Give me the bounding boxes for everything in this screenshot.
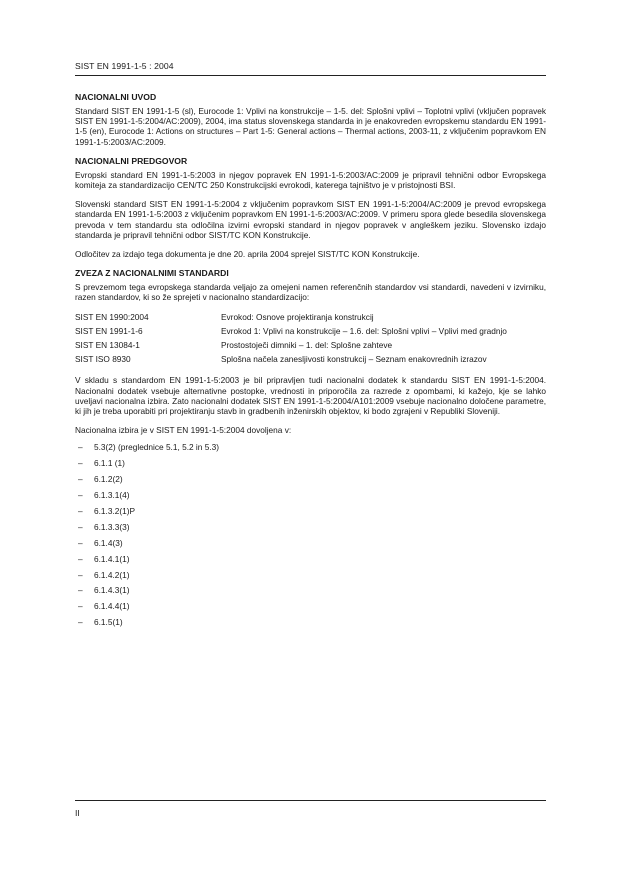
dash-bullet: – (78, 442, 83, 453)
list-item (75, 474, 546, 490)
footer-rule (75, 800, 546, 801)
clause-ref: 6.1.2(2) (94, 474, 123, 485)
clause-ref: 6.1.4(3) (94, 537, 123, 548)
clause-ref: 6.1.4.3(1) (94, 585, 130, 596)
dash-bullet: – (78, 585, 83, 596)
paragraph: Slovenski standard SIST EN 1991-1-5:2004 z vključenim popravkom SIST EN 1991-1-5:2004/AC:2009 je prevod evropskega standarda EN 1991-1-5:2003 z vključenim popravkom EN 1991-1-5:2003/AC:2009. V primeru spora glede besedila slovenskega prevoda v tem standardu sta odločilna izvirni evropski standard in njegov popravek v angleškem jeziku. Slovensko izdajo standarda je pripravil tehnični odbor SIST/TC KON Konstrukcije. (75, 199, 546, 240)
standard-description: Evrokod: Osnove projektiranja konstrukcij (221, 311, 374, 322)
list-item (75, 442, 546, 458)
clause-ref: 6.1.4.4(1) (94, 601, 130, 612)
dash-bullet: – (78, 506, 83, 517)
list-item (75, 554, 546, 570)
table-row (75, 354, 546, 368)
standard-description: Prostostoječi dimniki – 1. del: Splošne zahteve (221, 340, 393, 351)
section-heading: NACIONALNI PREDGOVOR (75, 155, 188, 166)
table-row (75, 340, 546, 354)
standard-description: Evrokod 1: Vplivi na konstrukcije – 1.6. del: Splošni vplivi – Vplivi med gradnjo (221, 325, 507, 336)
list-item (75, 585, 546, 601)
standard-code: SIST ISO 8930 (75, 354, 131, 365)
paragraph: Evropski standard EN 1991-1-5:2003 in njegov popravek EN 1991-1-5:2003/AC:2009 je pripravil tehnični odbor Evropskega komiteja za standardizacijo CEN/TC 250 Konstrukcijski evrokodi, katerega tajništvo je v pristojnosti BSI. (75, 169, 546, 191)
dash-bullet: – (78, 521, 83, 532)
section-heading: ZVEZA Z NACIONALNIMI STANDARDI (75, 268, 229, 279)
clause-ref: 6.1.4.1(1) (94, 553, 130, 564)
table-row (75, 326, 546, 340)
document-body (75, 92, 546, 633)
list-item (75, 458, 546, 474)
standard-code: SIST EN 13084-1 (75, 340, 140, 351)
dash-bullet: – (78, 458, 83, 469)
section-heading: NACIONALNI UVOD (75, 92, 157, 102)
clause-ref: 6.1.3.2(1)P (94, 506, 136, 517)
list-item (75, 538, 546, 554)
paragraph: Odločitev za izdajo tega dokumenta je dne 20. aprila 2004 sprejel SIST/TC KON Konstrukcije. (75, 249, 420, 260)
clause-ref: 6.1.5(1) (94, 617, 123, 628)
dash-bullet: – (78, 553, 83, 564)
paragraph: V skladu s standardom EN 1991-1-5:2003 je bil pripravljen tudi nacionalni dodatek k standardu SIST EN 1991-1-5:2004. Nacionalni dodatek vsebuje alternativne postopke, vrednosti in priporočila za razrede z opombami, ki kažejo, kje se lahko uveljavi nacionalna izbira. Zato nacionalni dodatek SIST EN 1991-1-5:2004/A101:2009 vsebuje nacionalno določene parametre, ki jih je treba uporabiti pri projektiranju stavb in gradbenih inženirskih objektov, ki bodo zgrajeni v Republiki Sloveniji. (75, 375, 546, 417)
standard-code: SIST EN 1991-1-6 (75, 325, 143, 336)
national-choice-list (75, 442, 546, 633)
clause-ref: 5.3(2) (preglednice 5.1, 5.2 in 5.3) (94, 442, 219, 453)
clause-ref: 6.1.4.2(1) (94, 569, 130, 580)
dash-bullet: – (78, 490, 83, 501)
dash-bullet: – (78, 474, 83, 485)
standard-code: SIST EN 1990:2004 (75, 311, 149, 322)
paragraph: Standard SIST EN 1991-1-5 (sl), Eurocode 1: Vplivi na konstrukcije – 1-5. del: Splošni vplivi – Toplotni vplivi (vključen popravek SIST EN 1991-1-5:2004/AC:2009), 2004, ima status slovenskega standarda in je enakovreden evropskemu standardu EN 1991-1-5 (en), Eurocode 1: Actions on structures – Part 1-5: General actions – Thermal actions, 2003-11, z vključenim popravkom EN 1991-1-5:2003/AC:2009. (75, 106, 546, 147)
list-item (75, 506, 546, 522)
section-zveza-standardi (75, 268, 546, 633)
list-item (75, 570, 546, 586)
dash-bullet: – (78, 617, 83, 628)
clause-ref: 6.1.1 (1) (94, 458, 125, 469)
document-header: SIST EN 1991-1-5 : 2004 (75, 61, 174, 71)
dash-bullet: – (78, 569, 83, 580)
paragraph: S prevzemom tega evropskega standarda veljajo za omejeni namen referenčnih standardov vsi standardi, navedeni v izvirniku, razen standardov, ki so že sprejeti v nacionalno standardizacijo: (75, 282, 546, 303)
clause-ref: 6.1.3.1(4) (94, 490, 130, 501)
list-item (75, 490, 546, 506)
paragraph: Nacionalna izbira je v SIST EN 1991-1-5:2004 dovoljena v: (75, 425, 292, 436)
list-item (75, 601, 546, 617)
header-rule (75, 75, 546, 76)
page-number: II (75, 808, 80, 818)
dash-bullet: – (78, 537, 83, 548)
reference-standards-table (75, 312, 546, 369)
list-item (75, 617, 546, 633)
section-nacionalni-predgovor (75, 156, 546, 259)
section-nacionalni-uvod (75, 92, 546, 147)
clause-ref: 6.1.3.3(3) (94, 521, 130, 532)
standard-description: Splošna načela zanesljivosti konstrukcij – Seznam enakovrednih izrazov (221, 354, 487, 365)
dash-bullet: – (78, 601, 83, 612)
table-row (75, 312, 546, 326)
list-item (75, 522, 546, 538)
